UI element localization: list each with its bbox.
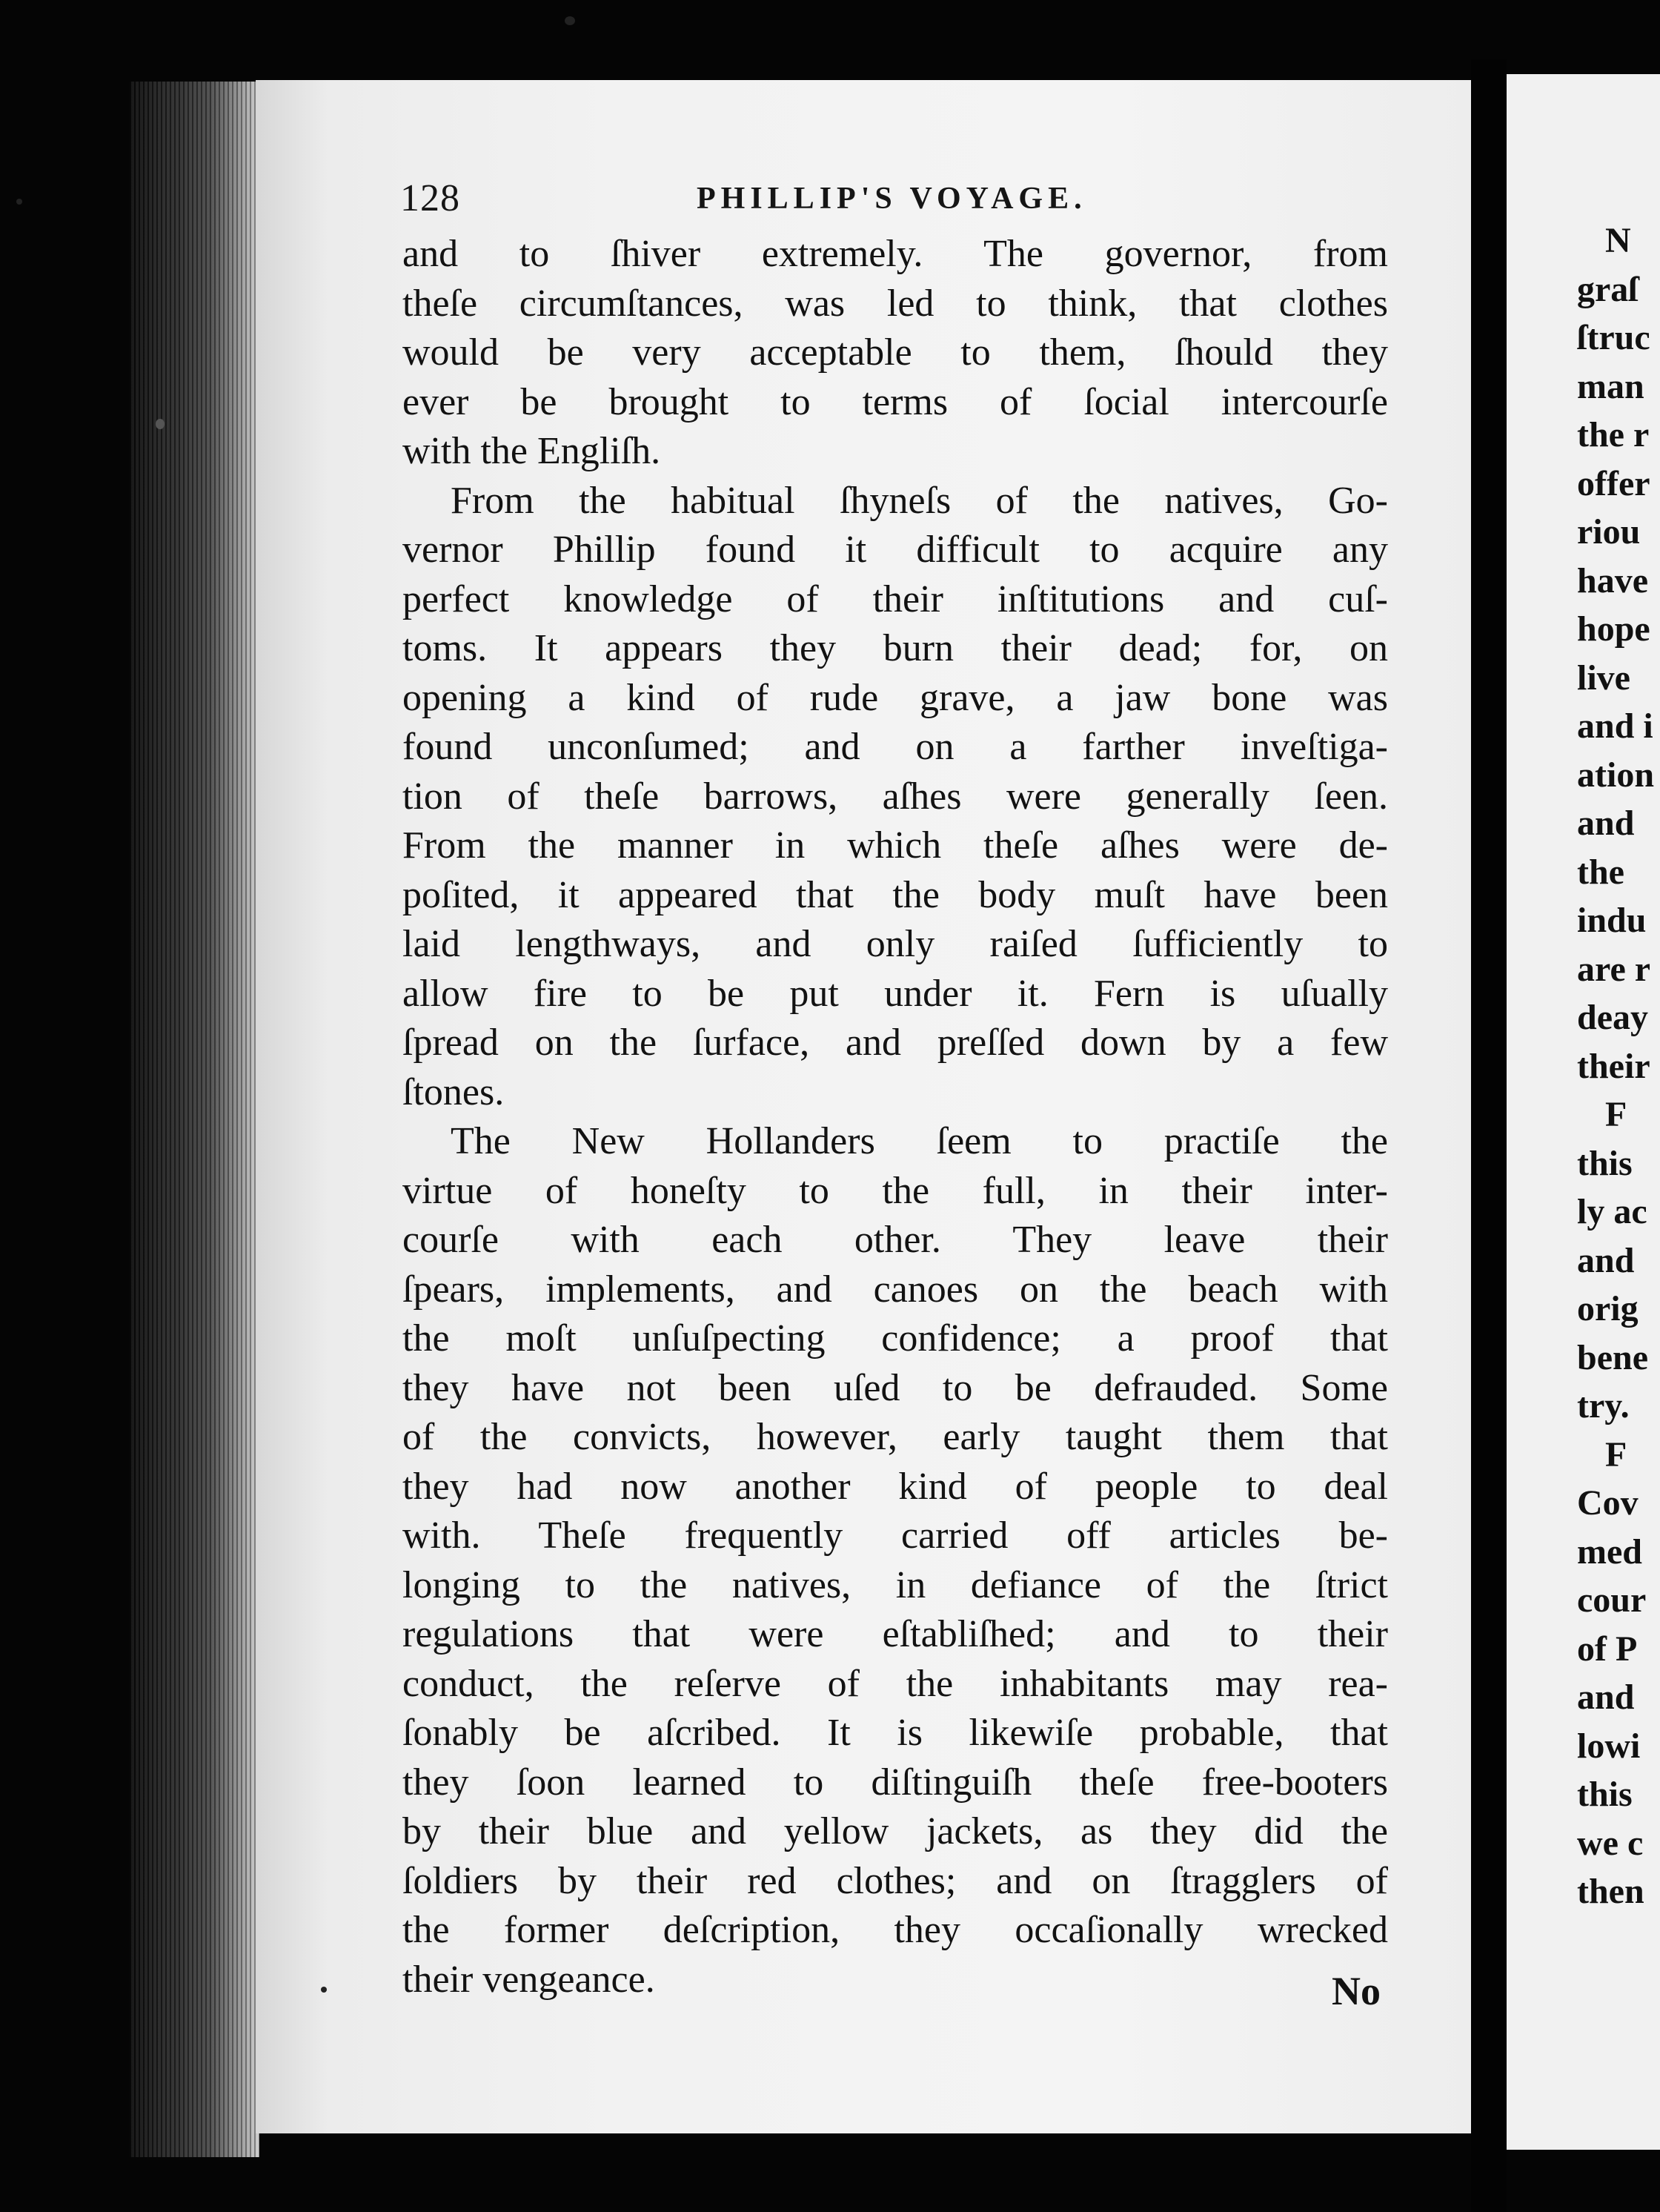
text-line: ſoldiers by their red clothes; and on ſtragglers of — [402, 1859, 1388, 1902]
text-line: ever be brought to terms of ſocial intercourſe — [402, 380, 1388, 423]
text-line: with the Engliſh. — [402, 430, 661, 472]
facing-line-fragment: we c — [1577, 1823, 1644, 1863]
text-line: allow fire to be put under it. Fern is uſually — [402, 972, 1388, 1015]
page-edge-lines — [130, 82, 259, 2157]
facing-line-fragment: offer — [1577, 463, 1650, 503]
dust-speck — [156, 419, 165, 429]
facing-line-fragment: F — [1605, 1095, 1627, 1134]
facing-line-fragment: bene — [1577, 1337, 1648, 1377]
text-line: they ſoon learned to diſtinguiſh theſe free-booters — [402, 1761, 1388, 1804]
facing-line-fragment: have — [1577, 560, 1648, 600]
facing-line-fragment: man — [1577, 366, 1644, 406]
facing-line-fragment: deay — [1577, 998, 1648, 1037]
facing-line-fragment: their — [1577, 1046, 1650, 1086]
text-line: of the convicts, however, early taught them that — [402, 1416, 1388, 1458]
facing-line-fragment: med — [1577, 1531, 1642, 1572]
facing-line-fragment: and i — [1577, 706, 1653, 746]
facing-line-fragment: of P — [1577, 1629, 1638, 1669]
text-line: their vengeance. — [402, 1958, 655, 2001]
facing-line-fragment: riou — [1577, 512, 1641, 552]
text-line: tion of theſe barrows, aſhes were generally ſeen. — [402, 775, 1388, 818]
facing-line-fragment: cour — [1577, 1580, 1647, 1620]
dust-speck — [321, 1987, 327, 1993]
text-line: found unconſumed; and on a farther inveſtiga- — [402, 726, 1388, 768]
facing-line-fragment: ſtruc — [1577, 318, 1650, 357]
text-line: with. Theſe frequently carried off articles be- — [402, 1514, 1388, 1557]
facing-line-fragment: lowi — [1577, 1726, 1641, 1766]
text-line: vernor Phillip found it difficult to acquire any — [402, 529, 1388, 571]
facing-page-text — [1577, 216, 1660, 1916]
facing-line-fragment: then — [1577, 1872, 1644, 1911]
facing-line-fragment: graſ — [1577, 269, 1639, 309]
facing-line-fragment: and — [1577, 1678, 1635, 1717]
text-line: perfect knowledge of their inſtitutions and cuſ- — [402, 577, 1388, 620]
facing-line-fragment: N — [1605, 221, 1631, 260]
text-line: conduct, the reſerve of the inhabitants may rea- — [402, 1662, 1388, 1705]
facing-line-fragment: indu — [1577, 901, 1647, 940]
dust-speck — [16, 199, 22, 205]
text-line: From the manner in which theſe aſhes were de- — [402, 824, 1388, 867]
facing-line-fragment: hope — [1577, 609, 1650, 649]
text-line: ſonably be aſcribed. It is likewiſe probable, that — [402, 1712, 1388, 1754]
text-line: The New Hollanders ſeem to practiſe the — [451, 1120, 1388, 1162]
body-text — [402, 230, 1388, 2004]
text-line: ſpears, implements, and canoes on the beach with — [402, 1268, 1388, 1311]
text-line: the moſt unſuſpecting confidence; a proof that — [402, 1317, 1388, 1360]
book-gutter — [1471, 59, 1507, 2212]
text-line: poſited, it appeared that the body muſt have been — [402, 873, 1388, 916]
facing-line-fragment: and — [1577, 1240, 1635, 1280]
facing-line-fragment: the r — [1577, 415, 1650, 454]
text-line: theſe circumſtances, was led to think, that clothes — [402, 282, 1388, 325]
text-line: ſtones. — [402, 1070, 505, 1113]
text-line: opening a kind of rude grave, a jaw bone was — [402, 676, 1388, 719]
text-line: From the habitual ſhyneſs of the natives, Go- — [451, 479, 1388, 522]
text-line: would be very acceptable to them, ſhould they — [402, 331, 1388, 374]
running-title: PHILLIP'S VOYAGE. — [697, 182, 1087, 216]
text-line: ſpread on the ſurface, and preſſed down by a few — [402, 1021, 1388, 1064]
facing-line-fragment: live — [1577, 658, 1630, 698]
text-line: longing to the natives, in defiance of the ſtrict — [402, 1563, 1388, 1606]
text-line: regulations that were eſtabliſhed; and to their — [402, 1613, 1388, 1655]
text-line: they have not been uſed to be defrauded. Some — [402, 1366, 1388, 1409]
text-line: laid lengthways, and only raiſed ſufficiently to — [402, 923, 1388, 965]
facing-line-fragment: this — [1577, 1143, 1633, 1183]
facing-line-fragment: this — [1577, 1775, 1633, 1814]
facing-line-fragment: are r — [1577, 949, 1651, 989]
text-line: the former deſcription, they occaſionally wrecked — [402, 1909, 1388, 1951]
text-line: toms. It appears they burn their dead; for, on — [402, 627, 1388, 669]
facing-line-fragment: the — [1577, 852, 1624, 892]
page-number: 128 — [400, 177, 460, 219]
text-line: virtue of honeſty to the full, in their inter- — [402, 1169, 1388, 1212]
facing-line-fragment: try. — [1577, 1386, 1630, 1425]
catchword: No — [1332, 1969, 1381, 2013]
text-line: and to ſhiver extremely. The governor, from — [402, 233, 1388, 275]
text-line: courſe with each other. They leave their — [402, 1219, 1388, 1261]
text-line: they had now another kind of people to deal — [402, 1465, 1388, 1508]
facing-line-fragment: and — [1577, 804, 1635, 843]
facing-line-fragment: ation — [1577, 755, 1655, 795]
text-line: by their blue and yellow jackets, as they did the — [402, 1810, 1388, 1852]
facing-line-fragment: F — [1605, 1434, 1627, 1474]
running-head — [400, 176, 1356, 228]
facing-line-fragment: orig — [1577, 1289, 1639, 1328]
facing-line-fragment: Cov — [1577, 1483, 1639, 1523]
facing-line-fragment: ly ac — [1577, 1192, 1647, 1231]
dust-speck — [565, 16, 575, 25]
